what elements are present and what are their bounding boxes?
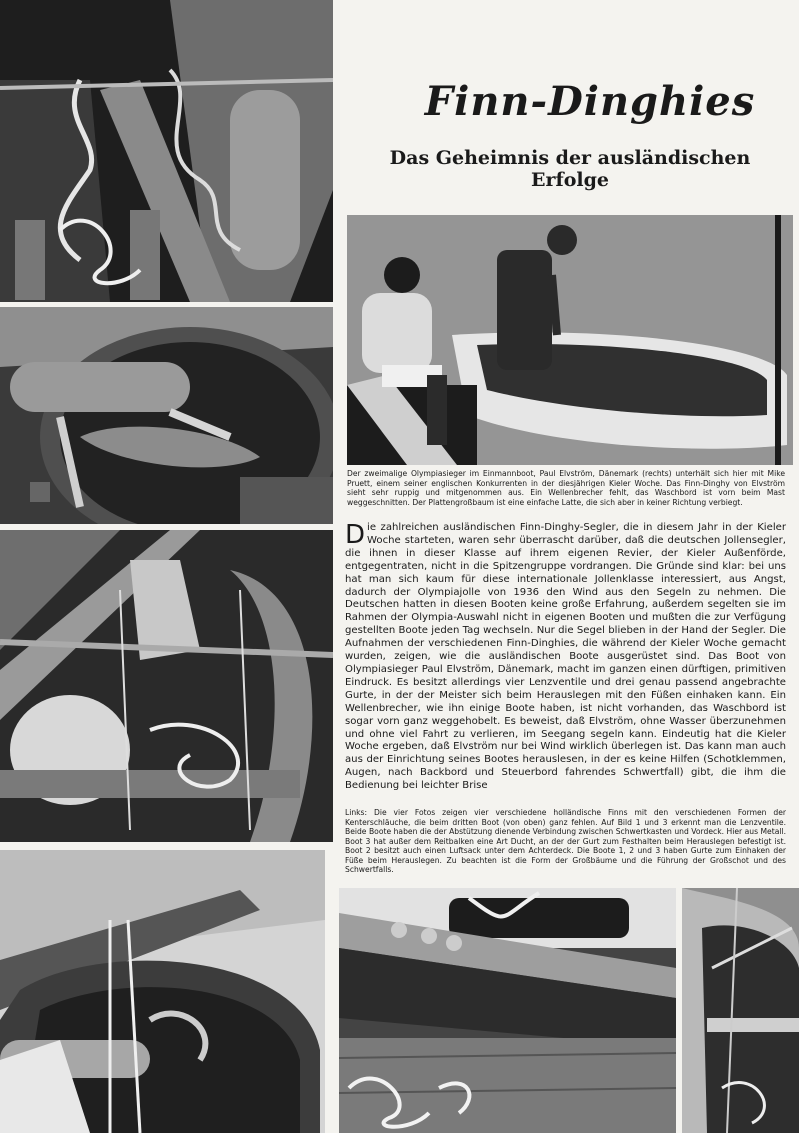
photo-bottom-right [682,888,799,1133]
article-subtitle: Das Geheimnis der ausländischen Erfolge [389,147,751,191]
photo-boat-4 [0,850,325,1133]
photo-boat-1 [0,0,333,302]
photo-caption: Der zweimalige Olympiasieger im Einmannboot, Paul Elvström, Dänemark (rechts) unterhält sich hier mit Mike Pruett, einem seiner englischen Konkurrenten in der diesjährigen Kieler Woche. Das Finn-Dinghy von Elvström sieht sehr ruppig und mitgenommen aus. Ein Wellenbrecher fehlt, das Waschbord ist vorn beim Mast weggeschnitten. Der Plattengroßbaum ist eine einfache Latte, die sich aber in keiner Richtung verbiegt. [347,469,785,507]
photo-boat-2 [0,307,333,524]
photo-elvstroem [347,215,793,465]
article-title: Finn-Dinghies [424,78,756,125]
photo-boat-3 [0,530,333,842]
article-body: Die zahlreichen ausländischen Finn-Dinghy-Segler, die in diesem Jahr in der Kieler Woche starteten, waren sehr überrascht darüber, daß die deutschen Jollensegler, die ihnen in dieser Klasse auf ihrem eigenen Revier, der Kieler Außenförde, entgegentraten, nicht in die Spitzengruppe vordrangen. Die Gründe sind klar: bei uns hat man sich kaum für diese internationale Jollenklasse interessiert, aus Angst, dadurch der Olympiajolle von 1936 den Wind aus den Segeln zu nehmen. Die Deutschen hatten in diesen Booten keine große Erfahrung, außerdem segelten sie im Rahmen der Olympia-Auswahl nicht in eigenen Booten und mußten die zur Verfügung gestellten Boote jeden Tag wechseln. Nur die Segel blieben in der Hand der Segler. Die Aufnahmen der verschiedenen Finn-Dinghies, die während der Kieler Woche gemacht wurden, zeigen, wie die ausländischen Boote ausgerüstet sind. Das Boot von Olympiasieger Paul Elvström, Dänemark, macht im ganzen einen dürftigen, primitiven Eindruck. Es besitzt allerdings vier Lenzventile und drei genau passend angebrachte Gurte, in der der Meister sich beim Herauslegen mit den Füßen einhaken kann. Ein Wellenbrecher, wie ihn einige Boote haben, ist nicht vorhanden, das Waschbord ist sogar vorn ganz weggehobelt. Es beweist, daß Elvström, ohne Wasser überzunehmen und ohne viel Fahrt zu verlieren, im Seegang segeln kann. Eindeutig hat die Kieler Woche ergeben, daß Elvström nur bei Wind wirklich überlegen ist. Das kann man auch aus der Einrichtung seines Bootes herauslesen, in der es keine Hilfen (Schotklemmen, Augen, nach Backbord und Steuerbord fahrendes Schwertfall) gibt, die ihm die Bedienung bei leichter Brise [345,520,786,792]
photo-bottom-middle [339,888,676,1133]
photos-legend: Links: Die vier Fotos zeigen vier verschiedene holländische Finns mit den verschiedenen Formen der Kenterschläuche, die beim dritten Boot (von oben) ganz fehlen. Auf Bild 1 und 3 erkennt man die Lenzventile. Beide Boote haben die der Abstützung dienende Verbindung zwischen Schwertkasten und Vordeck. Hier aus Metall. Boot 3 hat außer dem Reitbalken eine Art Ducht, an der der Gurt zum Festhalten beim Herauslegen befestigt ist. Boot 2 besitzt auch einen Luftsack unter dem Achterdeck. Die Boote 1, 2 und 3 haben Gurte zum Einhaken der Füße beim Herauslegen. Zu beachten ist die Form der Großbäume und die Führung der Großschot und des Schwertfalls. [345,808,786,874]
